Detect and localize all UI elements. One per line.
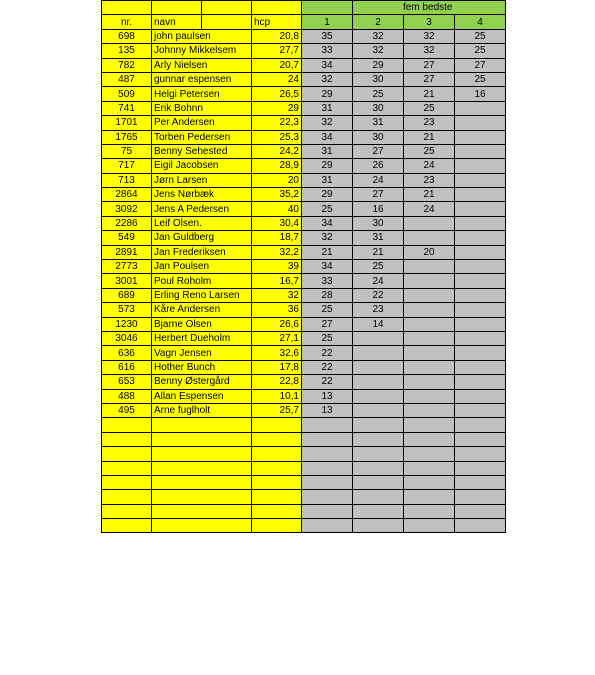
cell-nr[interactable] (102, 504, 152, 518)
cell-hcp[interactable] (252, 475, 302, 489)
cell-score-1[interactable]: 22 (302, 360, 353, 374)
cell-score-4[interactable] (455, 490, 506, 504)
cell-nr[interactable] (102, 519, 152, 533)
cell-score-1[interactable]: 34 (302, 58, 353, 72)
cell-score-1[interactable]: 33 (302, 274, 353, 288)
cell-hcp[interactable]: 20 (252, 173, 302, 187)
header-score-2[interactable]: 2 (353, 15, 404, 29)
cell-score-2[interactable] (353, 432, 404, 446)
cell-nr[interactable] (102, 432, 152, 446)
cell-score-4[interactable] (455, 173, 506, 187)
cell-nr[interactable]: 2773 (102, 260, 152, 274)
cell-name[interactable]: Benny Sehested (152, 144, 252, 158)
cell-score-4[interactable] (455, 317, 506, 331)
table-row (102, 403, 506, 417)
table-row (102, 504, 506, 518)
cell-nr[interactable]: 741 (102, 101, 152, 115)
cell[interactable] (302, 1, 353, 15)
cell-score-4[interactable] (455, 116, 506, 130)
cell-hcp[interactable]: 22,8 (252, 375, 302, 389)
cell-name[interactable]: Jørn Larsen (152, 173, 252, 187)
table-row (102, 188, 506, 202)
cell-name[interactable] (152, 418, 252, 432)
cell-score-3[interactable] (404, 375, 455, 389)
cell-score-3[interactable] (404, 231, 455, 245)
cell-nr[interactable]: 717 (102, 159, 152, 173)
cell-name[interactable]: Eigil Jacobsen (152, 159, 252, 173)
cell-nr[interactable]: 653 (102, 375, 152, 389)
cell-score-4[interactable] (455, 303, 506, 317)
cell-score-3[interactable] (404, 303, 455, 317)
cell-hcp[interactable]: 24 (252, 72, 302, 86)
table-row (102, 245, 506, 259)
table-row (102, 231, 506, 245)
cell-hcp[interactable]: 40 (252, 202, 302, 216)
cell-name[interactable]: Jan Poulsen (152, 260, 252, 274)
cell-nr[interactable]: 3092 (102, 202, 152, 216)
cell-score-4[interactable]: 25 (455, 72, 506, 86)
cell-name[interactable] (152, 447, 252, 461)
cell-score-4[interactable] (455, 202, 506, 216)
cell-score-2[interactable] (353, 389, 404, 403)
cell-name[interactable]: Arne fuglholt (152, 403, 252, 417)
cell-score-2[interactable] (353, 375, 404, 389)
cell-score-2[interactable] (353, 403, 404, 417)
cell-score-1[interactable]: 33 (302, 44, 353, 58)
cell-name[interactable]: Torben Pedersen (152, 130, 252, 144)
cell-nr[interactable]: 698 (102, 29, 152, 43)
cell-score-2[interactable]: 30 (353, 72, 404, 86)
cell-score-1[interactable] (302, 519, 353, 533)
cell-name[interactable]: Erling Reno Larsen (152, 288, 252, 302)
cell-score-1[interactable]: 31 (302, 173, 353, 187)
table-row (102, 375, 506, 389)
cell-score-4[interactable]: 25 (455, 29, 506, 43)
cell-score-3[interactable]: 25 (404, 144, 455, 158)
cell-score-3[interactable]: 32 (404, 29, 455, 43)
cell-score-1[interactable]: 28 (302, 288, 353, 302)
score-sheet (101, 0, 506, 533)
cell-score-4[interactable] (455, 101, 506, 115)
cell-name[interactable]: Vagn Jensen (152, 346, 252, 360)
table-row (102, 490, 506, 504)
cell-nr[interactable]: 1230 (102, 317, 152, 331)
cell-score-3[interactable] (404, 389, 455, 403)
cell-score-3[interactable]: 25 (404, 101, 455, 115)
cell[interactable] (102, 1, 152, 15)
cell-score-2[interactable] (353, 360, 404, 374)
cell-score-2[interactable]: 26 (353, 159, 404, 173)
cell-score-3[interactable]: 27 (404, 72, 455, 86)
cell[interactable] (252, 1, 302, 15)
cell-hcp[interactable]: 17,8 (252, 360, 302, 374)
cell-score-4[interactable] (455, 331, 506, 345)
cell-nr[interactable] (102, 418, 152, 432)
header-hcp[interactable]: hcp (252, 15, 302, 29)
cell-score-2[interactable] (353, 461, 404, 475)
cell-name[interactable] (152, 490, 252, 504)
table-row (102, 274, 506, 288)
cell-score-2[interactable]: 32 (353, 29, 404, 43)
header-score-1[interactable]: 1 (302, 15, 353, 29)
cell-nr[interactable]: 3046 (102, 331, 152, 345)
cell-score-3[interactable] (404, 504, 455, 518)
table-row (102, 519, 506, 533)
cell-score-2[interactable] (353, 490, 404, 504)
cell-score-2[interactable] (353, 418, 404, 432)
cell-score-1[interactable]: 34 (302, 260, 353, 274)
cell-score-4[interactable] (455, 519, 506, 533)
cell-hcp[interactable] (252, 418, 302, 432)
cell-score-4[interactable] (455, 144, 506, 158)
cell-score-3[interactable] (404, 317, 455, 331)
cell-score-3[interactable]: 23 (404, 116, 455, 130)
cell-name[interactable]: Allan Espensen (152, 389, 252, 403)
cell-name[interactable]: john paulsen (152, 29, 252, 43)
table-row (102, 144, 506, 158)
cell-nr[interactable]: 2891 (102, 245, 152, 259)
cell-score-3[interactable] (404, 288, 455, 302)
cell-score-2[interactable] (353, 475, 404, 489)
table-row (102, 216, 506, 230)
sheet-body (102, 1, 506, 533)
table-row (102, 447, 506, 461)
cell-hcp[interactable]: 29 (252, 101, 302, 115)
cell-score-3[interactable]: 32 (404, 44, 455, 58)
cell-score-1[interactable]: 29 (302, 188, 353, 202)
cell-score-3[interactable] (404, 432, 455, 446)
cell-name[interactable]: Johnny Mikkelsem (152, 44, 252, 58)
cell-score-1[interactable] (302, 504, 353, 518)
cell-score-4[interactable] (455, 504, 506, 518)
cell-score-3[interactable]: 21 (404, 130, 455, 144)
header-nr[interactable]: nr. (102, 15, 152, 29)
cell-score-1[interactable] (302, 461, 353, 475)
cell-nr[interactable]: 2286 (102, 216, 152, 230)
cell-hcp[interactable]: 39 (252, 260, 302, 274)
cell-score-1[interactable]: 22 (302, 346, 353, 360)
cell-hcp[interactable]: 26,5 (252, 87, 302, 101)
cell-score-4[interactable] (455, 274, 506, 288)
cell-name[interactable]: Hother Bunch (152, 360, 252, 374)
cell-nr[interactable]: 487 (102, 72, 152, 86)
table-row (102, 260, 506, 274)
cell-hcp[interactable]: 25,7 (252, 403, 302, 417)
cell-score-3[interactable] (404, 346, 455, 360)
cell-name[interactable]: Jan Frederiksen (152, 245, 252, 259)
table-row (102, 360, 506, 374)
cell-score-4[interactable] (455, 288, 506, 302)
cell-name[interactable]: Helgi Petersen (152, 87, 252, 101)
cell-nr[interactable]: 549 (102, 231, 152, 245)
cell-score-3[interactable] (404, 274, 455, 288)
cell-nr[interactable]: 3001 (102, 274, 152, 288)
cell-score-4[interactable] (455, 432, 506, 446)
cell-name[interactable]: Benny Østergård (152, 375, 252, 389)
table-row (102, 72, 506, 86)
table-row (102, 58, 506, 72)
cell-score-1[interactable]: 22 (302, 375, 353, 389)
cell-score-3[interactable] (404, 447, 455, 461)
cell-score-4[interactable] (455, 461, 506, 475)
cell-score-2[interactable]: 23 (353, 303, 404, 317)
cell-name[interactable]: Jan Guldberg (152, 231, 252, 245)
cell-score-2[interactable]: 25 (353, 260, 404, 274)
cell-hcp[interactable] (252, 461, 302, 475)
cell-score-4[interactable] (455, 231, 506, 245)
column-header-row (102, 15, 506, 29)
cell-nr[interactable]: 782 (102, 58, 152, 72)
cell-name[interactable] (152, 475, 252, 489)
cell-score-3[interactable] (404, 461, 455, 475)
cell-name[interactable] (152, 461, 252, 475)
table-row (102, 389, 506, 403)
cell-score-4[interactable] (455, 389, 506, 403)
cell-score-3[interactable]: 24 (404, 159, 455, 173)
cell[interactable] (202, 15, 252, 29)
cell-score-3[interactable] (404, 360, 455, 374)
cell-score-2[interactable]: 22 (353, 288, 404, 302)
cell-score-1[interactable]: 34 (302, 130, 353, 144)
cell-nr[interactable]: 1765 (102, 130, 152, 144)
cell-hcp[interactable] (252, 447, 302, 461)
cell-score-3[interactable]: 20 (404, 245, 455, 259)
header-score-3[interactable]: 3 (404, 15, 455, 29)
cell-score-2[interactable]: 30 (353, 130, 404, 144)
cell-score-1[interactable]: 29 (302, 159, 353, 173)
cell-hcp[interactable]: 32 (252, 288, 302, 302)
cell-score-1[interactable] (302, 475, 353, 489)
cell-name[interactable]: Kåre Andersen (152, 303, 252, 317)
cell-nr[interactable]: 488 (102, 389, 152, 403)
cell-name[interactable]: Jens Nørbæk (152, 188, 252, 202)
cell-score-2[interactable]: 31 (353, 231, 404, 245)
cell-hcp[interactable]: 16,7 (252, 274, 302, 288)
cell[interactable] (202, 1, 252, 15)
table-row (102, 87, 506, 101)
cell-score-3[interactable] (404, 260, 455, 274)
cell-score-3[interactable] (404, 519, 455, 533)
cell-hcp[interactable] (252, 490, 302, 504)
cell-score-4[interactable] (455, 346, 506, 360)
cell-name[interactable]: Bjarne Olsen (152, 317, 252, 331)
cell-score-2[interactable]: 31 (353, 116, 404, 130)
cell-hcp[interactable]: 25,3 (252, 130, 302, 144)
cell-hcp[interactable]: 28,9 (252, 159, 302, 173)
cell-hcp[interactable]: 36 (252, 303, 302, 317)
cell-nr[interactable]: 495 (102, 403, 152, 417)
cell-name[interactable]: Arly Nielsen (152, 58, 252, 72)
cell-nr[interactable]: 135 (102, 44, 152, 58)
cell-nr[interactable] (102, 447, 152, 461)
cell-score-3[interactable] (404, 331, 455, 345)
table-row (102, 173, 506, 187)
cell-hcp[interactable]: 20,8 (252, 29, 302, 43)
cell-score-4[interactable] (455, 245, 506, 259)
group-header-row (102, 1, 506, 15)
cell-nr[interactable]: 636 (102, 346, 152, 360)
cell-score-1[interactable]: 32 (302, 116, 353, 130)
cell-score-1[interactable]: 34 (302, 216, 353, 230)
cell-score-2[interactable]: 29 (353, 58, 404, 72)
cell[interactable] (152, 1, 202, 15)
cell-nr[interactable]: 2864 (102, 188, 152, 202)
cell-score-2[interactable]: 21 (353, 245, 404, 259)
cell-hcp[interactable]: 20,7 (252, 58, 302, 72)
cell-score-3[interactable] (404, 490, 455, 504)
cell-hcp[interactable]: 35,2 (252, 188, 302, 202)
table-row (102, 159, 506, 173)
cell-score-2[interactable]: 25 (353, 87, 404, 101)
cell-hcp[interactable]: 26,6 (252, 317, 302, 331)
cell-nr[interactable]: 689 (102, 288, 152, 302)
cell-hcp[interactable]: 10,1 (252, 389, 302, 403)
table-row (102, 331, 506, 345)
cell-score-4[interactable] (455, 159, 506, 173)
cell-score-2[interactable] (353, 331, 404, 345)
table-row (102, 130, 506, 144)
cell-score-2[interactable] (353, 346, 404, 360)
cell-score-4[interactable] (455, 447, 506, 461)
cell-hcp[interactable] (252, 432, 302, 446)
table-row (102, 202, 506, 216)
cell-name[interactable]: Leif Olsen. (152, 216, 252, 230)
cell-hcp[interactable]: 32,6 (252, 346, 302, 360)
table-row (102, 116, 506, 130)
cell-score-2[interactable]: 24 (353, 274, 404, 288)
cell-score-1[interactable]: 29 (302, 87, 353, 101)
cell-score-4[interactable]: 25 (455, 44, 506, 58)
table-row (102, 432, 506, 446)
cell-score-2[interactable] (353, 519, 404, 533)
cell-name[interactable]: Per Andersen (152, 116, 252, 130)
table-row (102, 461, 506, 475)
header-name[interactable]: navn (152, 15, 202, 29)
cell-score-4[interactable]: 16 (455, 87, 506, 101)
cell-score-1[interactable]: 31 (302, 101, 353, 115)
cell-hcp[interactable] (252, 519, 302, 533)
cell-hcp[interactable]: 27,1 (252, 331, 302, 345)
table-row (102, 418, 506, 432)
cell-name[interactable]: Poul Roholm (152, 274, 252, 288)
cell-score-4[interactable] (455, 475, 506, 489)
cell-score-2[interactable]: 27 (353, 144, 404, 158)
cell-score-1[interactable] (302, 490, 353, 504)
cell-nr[interactable]: 573 (102, 303, 152, 317)
cell-score-1[interactable]: 13 (302, 389, 353, 403)
table-row (102, 317, 506, 331)
table-row (102, 29, 506, 43)
cell-nr[interactable]: 75 (102, 144, 152, 158)
cell-score-2[interactable]: 30 (353, 101, 404, 115)
cell-score-2[interactable]: 16 (353, 202, 404, 216)
group-header-fem-bedste[interactable]: fem bedste (353, 1, 506, 15)
header-score-4[interactable]: 4 (455, 15, 506, 29)
cell-score-3[interactable]: 21 (404, 188, 455, 202)
table-row (102, 346, 506, 360)
cell-score-1[interactable]: 32 (302, 72, 353, 86)
cell-hcp[interactable]: 18,7 (252, 231, 302, 245)
cell-hcp[interactable]: 32,2 (252, 245, 302, 259)
cell-hcp[interactable] (252, 504, 302, 518)
cell-score-3[interactable] (404, 403, 455, 417)
cell-hcp[interactable]: 24,2 (252, 144, 302, 158)
cell-name[interactable]: Herbert Dueholm (152, 331, 252, 345)
cell-score-3[interactable]: 27 (404, 58, 455, 72)
cell-name[interactable] (152, 504, 252, 518)
cell-nr[interactable] (102, 461, 152, 475)
cell-score-1[interactable] (302, 447, 353, 461)
cell-score-2[interactable]: 24 (353, 173, 404, 187)
cell-score-4[interactable] (455, 375, 506, 389)
cell-name[interactable]: gunnar espensen (152, 72, 252, 86)
cell-name[interactable]: Jens A Pedersen (152, 202, 252, 216)
table-row (102, 303, 506, 317)
cell-score-1[interactable]: 21 (302, 245, 353, 259)
cell-score-1[interactable]: 31 (302, 144, 353, 158)
cell-score-4[interactable]: 27 (455, 58, 506, 72)
cell-score-3[interactable]: 21 (404, 87, 455, 101)
cell-score-4[interactable] (455, 418, 506, 432)
table-row (102, 288, 506, 302)
cell-score-3[interactable] (404, 475, 455, 489)
cell-hcp[interactable]: 22,3 (252, 116, 302, 130)
cell-score-1[interactable] (302, 432, 353, 446)
cell-score-3[interactable] (404, 216, 455, 230)
cell-nr[interactable] (102, 490, 152, 504)
cell-score-2[interactable]: 27 (353, 188, 404, 202)
cell-score-2[interactable]: 30 (353, 216, 404, 230)
cell-score-3[interactable]: 23 (404, 173, 455, 187)
cell-score-4[interactable] (455, 188, 506, 202)
cell-nr[interactable]: 509 (102, 87, 152, 101)
cell-score-2[interactable] (353, 504, 404, 518)
cell-nr[interactable]: 713 (102, 173, 152, 187)
cell-score-3[interactable] (404, 418, 455, 432)
cell-name[interactable] (152, 432, 252, 446)
cell-score-3[interactable]: 24 (404, 202, 455, 216)
cell-score-1[interactable]: 13 (302, 403, 353, 417)
cell-nr[interactable]: 1701 (102, 116, 152, 130)
cell-score-2[interactable]: 32 (353, 44, 404, 58)
table-row (102, 101, 506, 115)
cell-score-1[interactable]: 25 (302, 202, 353, 216)
cell-score-4[interactable] (455, 260, 506, 274)
table-row (102, 475, 506, 489)
cell-score-2[interactable] (353, 447, 404, 461)
cell-score-1[interactable]: 32 (302, 231, 353, 245)
cell-score-1[interactable]: 25 (302, 331, 353, 345)
cell-hcp[interactable]: 27,7 (252, 44, 302, 58)
cell-score-1[interactable] (302, 418, 353, 432)
cell-nr[interactable] (102, 475, 152, 489)
cell-score-4[interactable] (455, 130, 506, 144)
cell-score-1[interactable]: 27 (302, 317, 353, 331)
cell-name[interactable] (152, 519, 252, 533)
cell-score-2[interactable]: 14 (353, 317, 404, 331)
cell-score-4[interactable] (455, 360, 506, 374)
cell-score-4[interactable] (455, 403, 506, 417)
cell-score-1[interactable]: 35 (302, 29, 353, 43)
cell-nr[interactable]: 616 (102, 360, 152, 374)
cell-score-4[interactable] (455, 216, 506, 230)
cell-score-1[interactable]: 25 (302, 303, 353, 317)
cell-hcp[interactable]: 30,4 (252, 216, 302, 230)
table-row (102, 44, 506, 58)
cell-name[interactable]: Erik Bohnn (152, 101, 252, 115)
